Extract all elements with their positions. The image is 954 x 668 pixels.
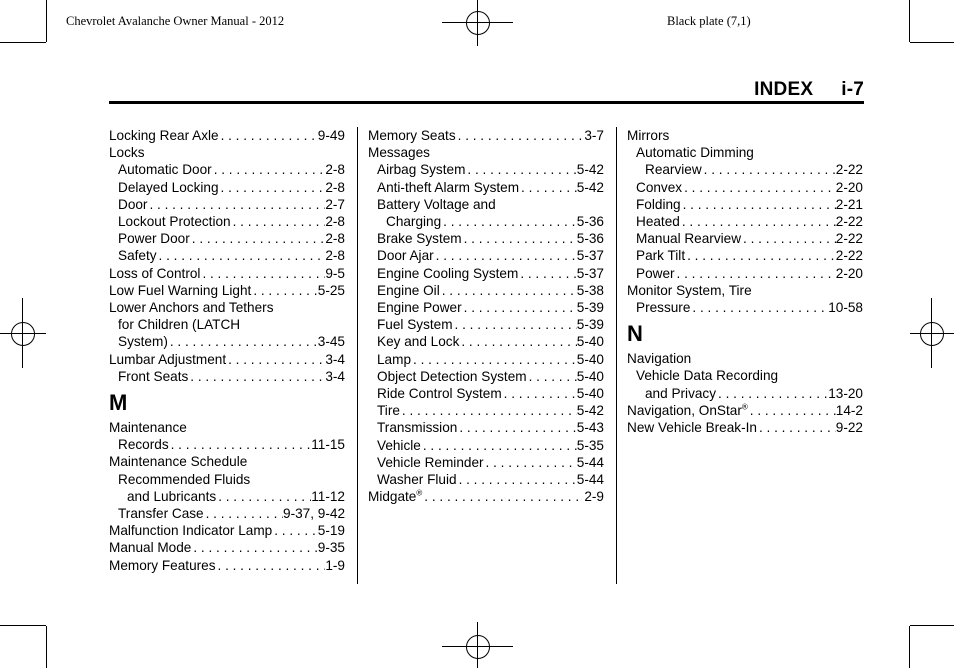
entry-term — [118, 179, 219, 196]
entry-term-text: Vehicle Reminder — [377, 454, 484, 470]
page-reference[interactable]: 5-37 — [576, 248, 604, 264]
entry-term — [377, 247, 434, 264]
entry-term — [377, 299, 462, 316]
page-reference[interactable]: 9-35 — [317, 540, 345, 556]
page-reference[interactable]: 2-22 — [835, 231, 863, 247]
dot-leader — [422, 488, 584, 505]
page-reference[interactable]: 2-22 — [835, 162, 863, 178]
page-reference[interactable]: 1-9 — [325, 557, 345, 573]
dot-leader — [741, 230, 836, 247]
entry-term-text: Low Fuel Warning Light — [109, 282, 252, 298]
index-column-3 — [627, 127, 863, 436]
page-reference[interactable]: 2-22 — [835, 248, 863, 264]
column-divider — [357, 127, 358, 584]
dot-leader — [456, 127, 585, 144]
index-entry — [109, 436, 345, 453]
entry-term — [636, 230, 741, 247]
index-entry — [368, 316, 604, 333]
entry-term-text: Power — [636, 265, 675, 281]
entry-term — [377, 437, 421, 454]
entry-term — [109, 557, 216, 574]
entry-term — [645, 385, 716, 402]
entry-term — [636, 299, 690, 316]
plate-label: Black plate (7,1) — [667, 14, 751, 28]
entry-term — [636, 179, 682, 196]
index-heading: Maintenance Schedule — [109, 454, 248, 470]
entry-term-text: Malfunction Indicator Lamp — [109, 523, 273, 539]
index-entry — [368, 213, 604, 230]
entry-term — [118, 230, 190, 247]
page-reference[interactable]: 5-40 — [576, 351, 604, 367]
entry-term — [377, 385, 502, 402]
entry-term — [377, 161, 465, 178]
index-entry — [368, 385, 604, 402]
entry-term — [377, 402, 400, 419]
page-reference[interactable]: 5-44 — [576, 472, 604, 488]
entry-term-text: Safety — [118, 248, 157, 264]
entry-term — [377, 454, 484, 471]
page-title — [754, 79, 864, 101]
entry-term-text: Manual Rearview — [636, 231, 742, 247]
dot-leader — [251, 282, 317, 299]
index-entry — [109, 265, 345, 282]
index-heading: Mirrors — [627, 128, 670, 143]
index-entry — [109, 196, 345, 213]
index-entry — [368, 127, 604, 144]
dot-leader — [411, 351, 577, 368]
page-reference[interactable]: 2-20 — [835, 179, 863, 195]
entry-term-text: Vehicle — [377, 437, 421, 453]
entry-term — [368, 488, 422, 505]
crop-mark — [0, 42, 46, 43]
entry-term-text: Rearview — [645, 162, 702, 178]
page-reference[interactable]: 13-20 — [828, 385, 863, 401]
entry-term — [109, 522, 272, 539]
dot-leader — [527, 368, 577, 385]
entry-term-text: Ride Control System — [377, 386, 502, 402]
index-column-2 — [368, 127, 604, 505]
page-reference[interactable]: 5-38 — [576, 282, 604, 298]
entry-term-text: Memory Features — [109, 557, 216, 573]
entry-term-text: Door — [118, 196, 148, 212]
dot-leader — [681, 196, 836, 213]
page-reference[interactable]: 5-40 — [576, 368, 604, 384]
entry-term — [377, 368, 527, 385]
dot-leader — [457, 471, 577, 488]
entry-term — [109, 265, 200, 282]
page-reference[interactable]: 9-22 — [835, 420, 863, 436]
entry-term-text: Power Door — [118, 231, 190, 247]
entry-term — [368, 127, 456, 144]
index-heading: Lower Anchors and Tethers — [109, 300, 274, 316]
entry-term-text: Key and Lock — [377, 334, 460, 350]
entry-term — [636, 265, 675, 282]
page-reference[interactable]: 5-39 — [576, 317, 604, 333]
index-heading: for Children (LATCH — [118, 317, 241, 333]
entry-term-text: Engine Cooling System — [377, 265, 519, 281]
entry-term — [377, 333, 459, 350]
entry-term-text: Lumbar Adjustment — [109, 351, 227, 367]
page-reference[interactable]: 3-4 — [325, 351, 345, 367]
index-entry — [368, 437, 604, 454]
entry-term-text: Fuel System — [377, 317, 453, 333]
entry-term-text: and Privacy — [645, 385, 717, 401]
page-reference[interactable]: 2-8 — [325, 231, 345, 247]
entry-term — [118, 333, 168, 350]
entry-term-text: Airbag System — [377, 162, 466, 178]
dot-leader — [453, 316, 577, 333]
dot-leader — [462, 230, 577, 247]
entry-term-text: Transmission — [377, 420, 458, 436]
entry-term-text: Memory Seats — [368, 128, 456, 143]
entry-term-text: New Vehicle Break-In — [627, 420, 757, 436]
index-heading: Automatic Dimming — [636, 145, 754, 161]
registered-mark: ® — [416, 488, 423, 498]
page-reference[interactable]: 9-5 — [325, 265, 345, 281]
dot-leader — [188, 368, 325, 385]
index-entry — [627, 179, 863, 196]
page-reference[interactable]: 3-4 — [325, 368, 345, 384]
index-entry — [109, 127, 345, 144]
dot-leader — [702, 161, 836, 178]
index-heading: Maintenance — [109, 420, 187, 436]
entry-term — [118, 505, 204, 522]
section-letter: M — [109, 390, 128, 416]
index-entry — [109, 488, 345, 505]
dot-leader — [212, 161, 326, 178]
dot-leader — [434, 247, 577, 264]
page-reference[interactable]: 2-20 — [835, 265, 863, 281]
entry-term — [377, 230, 462, 247]
index-heading: Locks — [109, 145, 145, 161]
entry-term — [627, 402, 748, 419]
page-reference[interactable]: 5-35 — [576, 437, 604, 453]
entry-term-text: Delayed Locking — [118, 179, 219, 195]
header-rule — [109, 101, 864, 104]
index-entry — [627, 196, 863, 213]
index-heading: Vehicle Data Recording — [636, 368, 779, 384]
page-reference[interactable]: 2-8 — [325, 162, 345, 178]
page-reference[interactable]: 2-9 — [584, 489, 604, 505]
page-reference[interactable]: 5-36 — [576, 231, 604, 247]
page-reference[interactable]: 5-25 — [317, 282, 345, 298]
dot-leader — [168, 333, 318, 350]
dot-leader — [690, 299, 828, 316]
entry-term — [109, 127, 219, 144]
index-entry — [368, 419, 604, 436]
page-reference[interactable]: 5-42 — [576, 162, 604, 178]
entry-term-text: Lamp — [377, 351, 412, 367]
index-entry — [109, 557, 345, 574]
crop-mark — [46, 626, 47, 668]
index-entry — [109, 351, 345, 368]
index-heading: Messages — [368, 145, 430, 161]
page-reference[interactable]: 3-7 — [584, 128, 604, 143]
index-entry — [109, 247, 345, 264]
entry-term-text: and Lubricants — [127, 488, 217, 504]
index-entry — [627, 230, 863, 247]
index-entry — [368, 368, 604, 385]
index-entry — [627, 385, 863, 402]
dot-leader — [675, 265, 836, 282]
dot-leader — [231, 213, 326, 230]
index-entry — [109, 333, 345, 350]
index-entry — [627, 213, 863, 230]
entry-term-text: Records — [118, 437, 169, 453]
dot-leader — [169, 436, 312, 453]
dot-leader — [757, 419, 836, 436]
entry-term — [118, 247, 157, 264]
section-name: INDEX — [754, 79, 814, 100]
index-heading: Monitor System, Tire — [627, 282, 752, 298]
entry-term — [118, 213, 231, 230]
entry-term-text: Automatic Door — [118, 162, 212, 178]
dot-leader — [147, 196, 325, 213]
dot-leader — [219, 179, 326, 196]
dot-leader — [457, 419, 576, 436]
entry-term — [118, 368, 188, 385]
entry-term — [118, 161, 212, 178]
entry-term — [127, 488, 216, 505]
entry-term — [109, 539, 191, 556]
entry-term-text: Folding — [636, 196, 681, 212]
page-reference[interactable]: 11-15 — [311, 437, 345, 453]
entry-term — [118, 436, 169, 453]
page-reference[interactable]: 2-21 — [835, 196, 863, 212]
page-reference[interactable]: 2-8 — [325, 179, 345, 195]
crop-mark — [909, 0, 910, 42]
entry-term — [636, 213, 680, 230]
entry-term-text: Loss of Control — [109, 265, 201, 281]
dot-leader — [462, 299, 577, 316]
entry-term-text: Front Seats — [118, 368, 189, 384]
page-reference[interactable]: 9-49 — [317, 128, 345, 143]
index-entry — [627, 265, 863, 282]
index-entry — [368, 161, 604, 178]
entry-term-text: Engine Power — [377, 300, 462, 316]
page-reference[interactable]: 5-40 — [576, 334, 604, 350]
manual-title: Chevrolet Avalanche Owner Manual - 2012 — [66, 14, 285, 28]
page-reference[interactable]: 5-19 — [317, 523, 345, 539]
page-reference[interactable]: 11-12 — [311, 488, 345, 504]
entry-term-text: System) — [118, 334, 168, 350]
entry-term — [377, 265, 518, 282]
crop-mark — [910, 42, 954, 43]
entry-term — [109, 351, 226, 368]
index-entry — [109, 282, 345, 299]
entry-term-text: Lockout Protection — [118, 214, 231, 230]
index-heading: Navigation — [627, 351, 692, 367]
entry-term-text: Brake System — [377, 231, 462, 247]
page-reference[interactable]: 5-42 — [576, 179, 604, 195]
entry-term — [377, 419, 457, 436]
index-entry — [627, 402, 863, 419]
index-entry — [109, 539, 345, 556]
dot-leader — [216, 557, 326, 574]
dot-leader — [219, 127, 318, 144]
entry-term-text: Convex — [636, 179, 683, 195]
index-entry — [368, 299, 604, 316]
dot-leader — [748, 402, 836, 419]
entry-term-text: Transfer Case — [118, 506, 204, 522]
dot-leader — [204, 505, 283, 522]
index-heading: Recommended Fluids — [118, 471, 251, 487]
index-entry — [109, 368, 345, 385]
entry-term-text: Navigation, OnStar — [627, 402, 742, 418]
index-entry — [368, 247, 604, 264]
index-entry — [109, 230, 345, 247]
page-reference[interactable]: 2-8 — [325, 214, 345, 230]
dot-leader — [200, 265, 325, 282]
index-entry — [627, 247, 863, 264]
section-letter: N — [627, 321, 643, 347]
entry-term-text: Charging — [386, 214, 442, 230]
index-entry — [109, 505, 345, 522]
entry-term — [109, 282, 251, 299]
dot-leader — [518, 265, 576, 282]
index-entry — [109, 161, 345, 178]
index-entry — [109, 179, 345, 196]
entry-term — [636, 247, 685, 264]
entry-term-text: Door Ajar — [377, 248, 434, 264]
entry-term — [377, 316, 453, 333]
entry-term — [377, 471, 457, 488]
page-reference[interactable]: 5-40 — [576, 386, 604, 402]
entry-term — [118, 196, 147, 213]
index-entry — [368, 471, 604, 488]
page-reference[interactable]: 14-2 — [835, 402, 863, 418]
index-entry — [627, 419, 863, 436]
index-entry — [368, 230, 604, 247]
page-reference[interactable]: 2-7 — [325, 196, 345, 212]
dot-leader — [484, 454, 577, 471]
index-column-1 — [109, 127, 345, 574]
crop-mark — [910, 625, 954, 626]
entry-term-text: Object Detection System — [377, 368, 527, 384]
index-entry — [368, 265, 604, 282]
registered-mark: ® — [741, 402, 748, 412]
crop-mark — [909, 626, 910, 668]
dot-leader — [441, 213, 577, 230]
page-reference[interactable]: 2-22 — [835, 214, 863, 230]
dot-leader — [157, 247, 326, 264]
column-divider — [616, 127, 617, 584]
page-number: i-7 — [841, 79, 864, 100]
index-entry — [368, 179, 604, 196]
dot-leader — [685, 247, 836, 264]
page-reference[interactable]: 10-58 — [828, 300, 863, 316]
dot-leader — [465, 161, 576, 178]
page-reference[interactable]: 5-44 — [576, 454, 604, 470]
page-reference[interactable]: 5-42 — [576, 403, 604, 419]
dot-leader — [421, 437, 577, 454]
entry-term-text: Park Tilt — [636, 248, 686, 264]
crop-mark — [46, 0, 47, 42]
entry-term — [636, 196, 681, 213]
entry-term-text: Anti-theft Alarm System — [377, 179, 520, 195]
index-entry — [368, 402, 604, 419]
dot-leader — [400, 402, 577, 419]
page-reference[interactable]: 5-43 — [576, 420, 604, 436]
page-reference[interactable]: 5-36 — [576, 214, 604, 230]
crop-mark — [0, 625, 46, 626]
entry-term — [386, 213, 441, 230]
page-reference[interactable]: 2-8 — [325, 248, 345, 264]
entry-term-text: Locking Rear Axle — [109, 128, 219, 143]
index-entry — [368, 282, 604, 299]
index-entry — [368, 488, 604, 505]
index-entry — [627, 161, 863, 178]
entry-term-text: Heated — [636, 214, 680, 230]
dot-leader — [680, 213, 836, 230]
dot-leader — [190, 230, 326, 247]
entry-term — [627, 419, 757, 436]
page-reference[interactable]: 9-37, 9-42 — [283, 506, 345, 522]
entry-term — [645, 161, 702, 178]
page-reference[interactable]: 5-37 — [576, 265, 604, 281]
dot-leader — [191, 539, 317, 556]
entry-term-text: Manual Mode — [109, 540, 192, 556]
dot-leader — [272, 522, 318, 539]
dot-leader — [459, 333, 576, 350]
entry-term — [377, 282, 440, 299]
dot-leader — [682, 179, 836, 196]
dot-leader — [519, 179, 577, 196]
entry-term-text: Engine Oil — [377, 282, 440, 298]
index-entry — [627, 299, 863, 316]
dot-leader — [226, 351, 325, 368]
index-entry — [368, 351, 604, 368]
page-reference[interactable]: 5-39 — [576, 300, 604, 316]
dot-leader — [216, 488, 311, 505]
index-entry — [109, 522, 345, 539]
entry-term-text: Washer Fluid — [377, 472, 457, 488]
index-entry — [109, 213, 345, 230]
dot-leader — [502, 385, 577, 402]
entry-term — [377, 351, 411, 368]
dot-leader — [716, 385, 828, 402]
index-entry — [368, 333, 604, 350]
index-entry — [368, 454, 604, 471]
entry-term — [377, 179, 519, 196]
entry-term-text: Pressure — [636, 300, 691, 316]
entry-term-text: Midgate — [368, 489, 417, 505]
dot-leader — [440, 282, 577, 299]
entry-term-text: Tire — [377, 403, 400, 419]
page-reference[interactable]: 3-45 — [317, 334, 345, 350]
index-heading: Battery Voltage and — [377, 196, 496, 212]
